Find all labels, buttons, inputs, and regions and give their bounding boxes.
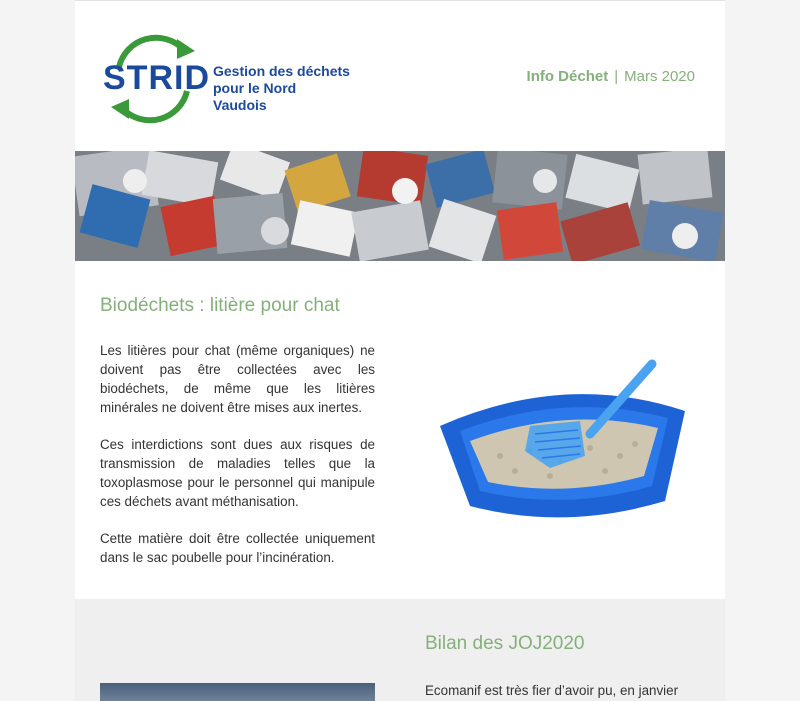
newsletter-email [75,0,725,701]
article-paragraph: Les litières pour chat (même organiques) ne doivent pas être collectées avec les biodéchets, de même que les litières minérales ne doivent être mises aux inertes. [100,343,375,415]
issue-date: Mars 2020 [624,68,695,85]
crushed-cans-image [75,151,725,261]
header-banner-image [75,151,725,261]
logo-wordmark: STRID [103,59,210,97]
issue-separator: | [614,68,619,85]
article-title: Biodéchets : litière pour chat [100,295,340,316]
logo-tagline: Gestion des déchets pour le Nord Vaudois [213,63,350,113]
litter-box-illustration [430,356,700,536]
issue-info [527,68,695,85]
article-body: Ecomanif est très fier d’avoir pu, en janvier [425,683,679,698]
article-biodechets [75,261,725,599]
article-paragraph: Cette matière doit être collectée uniquement dans le sac poubelle pour l’incinération. [100,531,375,565]
article-joj2020 [75,599,725,701]
issue-brand: Info Déchet [526,68,609,85]
newsletter-header [75,1,725,151]
article-body [100,341,375,585]
strid-logo[interactable] [103,29,353,129]
article-paragraph: Ces interdictions sont dues aux risques de transmission de maladies telles que la toxoplasmose pour le personnel qui manipule ces déchets avant méthanisation. [100,437,375,509]
article-photo [100,683,375,701]
litter-box-image [430,356,700,536]
article-title: Bilan des JOJ2020 [425,633,585,654]
